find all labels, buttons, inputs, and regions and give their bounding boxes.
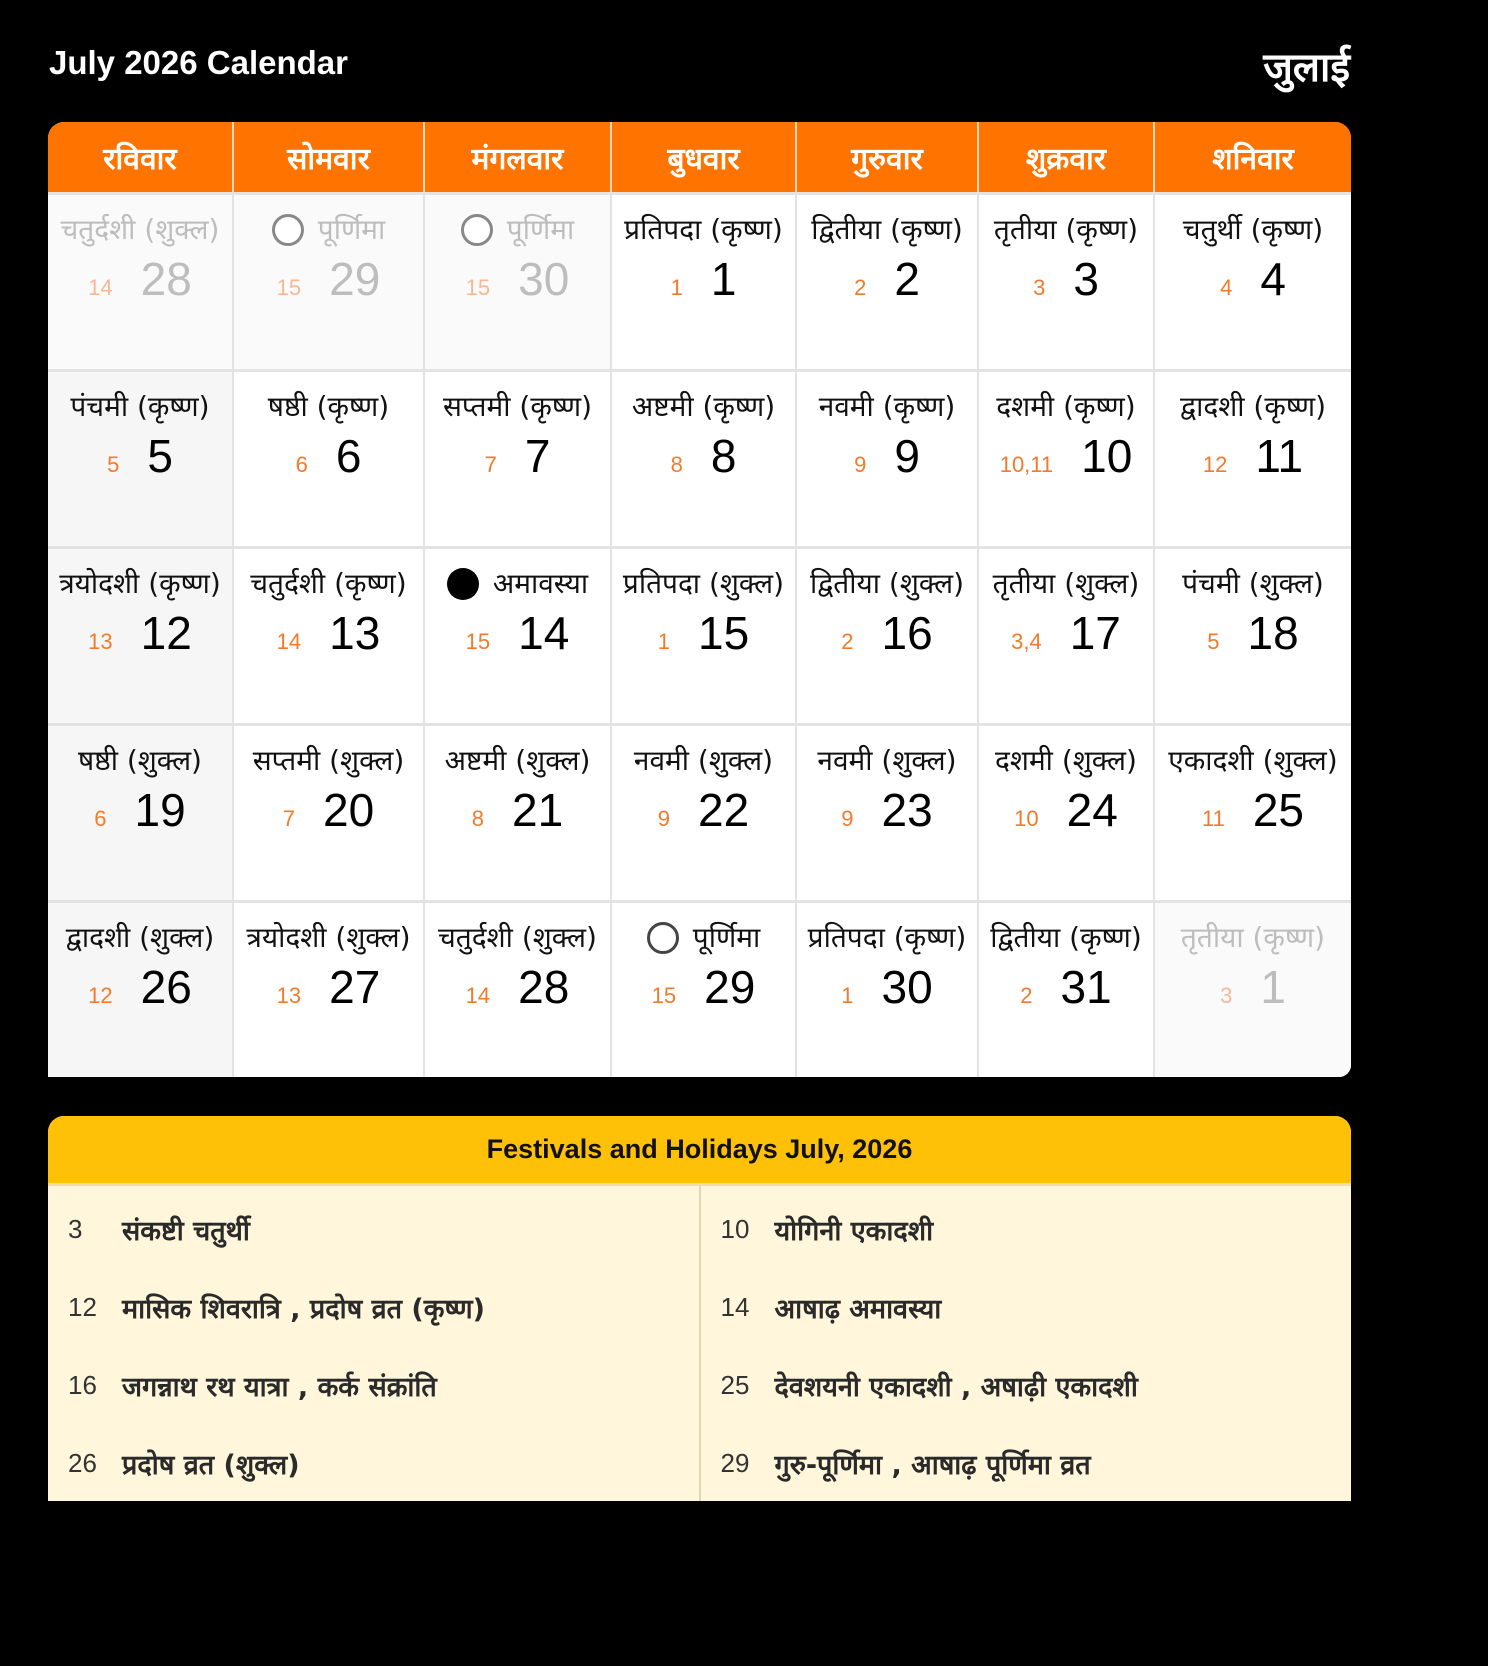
- weekday-monday: सोमवार: [234, 122, 425, 192]
- festival-date: 10: [720, 1213, 750, 1244]
- festival-item[interactable]: [701, 1346, 1352, 1424]
- calendar-day-cell[interactable]: [797, 195, 979, 369]
- tithi-name: तृतीया (शुक्ल): [992, 567, 1140, 600]
- festivals-list: [48, 1186, 1351, 1501]
- tithi-name: द्वादशी (शुक्ल): [65, 921, 215, 954]
- day-numbers: [1020, 961, 1111, 1013]
- tithi-number: 8: [670, 452, 683, 477]
- festival-date: 12: [68, 1291, 97, 1322]
- festivals-right-column: [701, 1186, 1352, 1501]
- calendar-day-cell[interactable]: [612, 549, 797, 723]
- calendar-day-cell[interactable]: [234, 726, 425, 900]
- day-numbers: [94, 784, 185, 836]
- tithi-number: 3,4: [1011, 629, 1042, 654]
- date-number: 13: [329, 607, 381, 659]
- tithi-number: 15: [651, 983, 677, 1008]
- weekday-thursday: गुरुवार: [797, 122, 979, 192]
- calendar-day-cell[interactable]: [48, 903, 234, 1077]
- day-numbers: [277, 961, 381, 1013]
- tithi-name: अष्टमी (शुक्ल): [444, 744, 591, 777]
- day-numbers: [1207, 607, 1298, 659]
- calendar-day-cell[interactable]: [612, 195, 797, 369]
- day-numbers: [277, 253, 381, 305]
- calendar-day-cell[interactable]: [1155, 903, 1351, 1077]
- calendar-day-cell[interactable]: [612, 372, 797, 546]
- festival-item[interactable]: [48, 1268, 699, 1346]
- festival-name: जगन्नाथ रथ यात्रा , कर्क संक्रांति: [122, 1371, 437, 1403]
- tithi-number: 3: [1220, 983, 1233, 1008]
- calendar-day-cell[interactable]: [425, 903, 612, 1077]
- tithi-number: 5: [1207, 629, 1220, 654]
- date-number: 30: [518, 253, 570, 305]
- day-numbers: [277, 607, 381, 659]
- tithi-label: [447, 563, 588, 605]
- date-number: 21: [512, 784, 564, 836]
- full-moon-icon: [461, 214, 493, 246]
- tithi-name: त्रयोदशी (कृष्ण): [59, 567, 221, 600]
- tithi-number: 11: [1201, 806, 1225, 831]
- calendar-week-row: [48, 192, 1351, 369]
- date-number: 14: [518, 607, 570, 659]
- tithi-name: तृतीया (कृष्ण): [993, 213, 1139, 246]
- tithi-name: पूर्णिमा: [506, 213, 575, 246]
- tithi-name: द्वादशी (कृष्ण): [1179, 390, 1327, 423]
- day-numbers: [671, 253, 737, 305]
- festival-name: योगिनी एकादशी: [774, 1215, 934, 1247]
- festival-name: आषाढ़ अमावस्या: [774, 1293, 942, 1325]
- date-number: 8: [710, 430, 737, 482]
- tithi-name: प्रतिपदा (कृष्ण): [624, 213, 783, 246]
- tithi-name: अमावस्या: [492, 567, 589, 600]
- calendar-day-cell[interactable]: [979, 726, 1155, 900]
- calendar-week-row: [48, 900, 1351, 1077]
- date-number: 1: [710, 253, 737, 305]
- date-number: 12: [140, 607, 192, 659]
- calendar-day-cell[interactable]: [425, 549, 612, 723]
- day-numbers: [485, 430, 551, 482]
- date-number: 29: [329, 253, 381, 305]
- tithi-name: नवमी (कृष्ण): [818, 390, 956, 423]
- festival-item[interactable]: [701, 1268, 1352, 1346]
- day-numbers: [1000, 430, 1133, 482]
- month-name-hindi: जुलाई: [1263, 45, 1350, 91]
- festival-name: संकष्टी चतुर्थी: [122, 1215, 250, 1247]
- calendar-day-cell[interactable]: [234, 372, 425, 546]
- tithi-name: एकादशी (शुक्ल): [1168, 744, 1338, 777]
- tithi-name: द्वितीया (शुक्ल): [809, 567, 965, 600]
- day-numbers: [283, 784, 374, 836]
- tithi-number: 13: [276, 983, 302, 1008]
- festival-name: गुरु-पूर्णिमा , आषाढ़ पूर्णिमा व्रत: [774, 1449, 1091, 1481]
- day-numbers: [671, 430, 737, 482]
- tithi-label: [647, 917, 760, 959]
- date-number: 25: [1252, 784, 1304, 836]
- day-numbers: [88, 607, 192, 659]
- festival-item[interactable]: [701, 1424, 1352, 1501]
- tithi-number: 8: [471, 806, 485, 831]
- date-number: 5: [147, 430, 173, 482]
- calendar-week-row: [48, 369, 1351, 546]
- tithi-name: पूर्णिमा: [317, 213, 386, 246]
- page-title: July 2026 Calendar: [49, 44, 348, 81]
- festival-date: 3: [68, 1213, 83, 1244]
- day-numbers: [1220, 253, 1286, 305]
- tithi-name: अष्टमी (कृष्ण): [631, 390, 776, 423]
- festival-item[interactable]: [701, 1190, 1352, 1268]
- date-number: 27: [329, 961, 381, 1013]
- tithi-number: 14: [276, 629, 302, 654]
- tithi-name: षष्ठी (कृष्ण): [267, 390, 390, 423]
- day-numbers: [854, 430, 920, 482]
- tithi-number: 1: [841, 983, 854, 1008]
- calendar-day-cell[interactable]: [234, 903, 425, 1077]
- date-number: 2: [894, 253, 920, 305]
- tithi-number: 15: [276, 275, 302, 300]
- full-moon-icon: [272, 214, 304, 246]
- tithi-number: 12: [1202, 452, 1228, 477]
- weekday-tuesday: मंगलवार: [425, 122, 612, 192]
- date-number: 9: [894, 430, 920, 482]
- festival-date: 25: [720, 1369, 750, 1400]
- date-number: 3: [1073, 253, 1099, 305]
- festival-date: 14: [720, 1291, 750, 1322]
- calendar-week-row: [48, 723, 1351, 900]
- date-number: 6: [335, 430, 362, 482]
- date-number: 28: [140, 253, 192, 305]
- tithi-number: 6: [295, 452, 308, 477]
- date-number: 11: [1255, 430, 1304, 482]
- festival-name: प्रदोष व्रत (शुक्ल): [122, 1449, 300, 1481]
- calendar-day-cell[interactable]: [797, 372, 979, 546]
- calendar-day-cell[interactable]: [1155, 195, 1351, 369]
- tithi-label: [272, 209, 385, 251]
- calendar-day-cell[interactable]: [48, 726, 234, 900]
- tithi-number: 9: [841, 806, 854, 831]
- calendar-day-cell[interactable]: [797, 903, 979, 1077]
- calendar-day-cell[interactable]: [425, 726, 612, 900]
- tithi-number: 5: [107, 452, 120, 477]
- festival-item[interactable]: [48, 1190, 699, 1268]
- date-number: 15: [698, 607, 750, 659]
- date-number: 23: [881, 784, 933, 836]
- day-numbers: [472, 784, 563, 836]
- tithi-name: तृतीया (कृष्ण): [1180, 921, 1326, 954]
- day-numbers: [296, 430, 362, 482]
- tithi-number: 14: [465, 983, 491, 1008]
- tithi-name: दशमी (कृष्ण): [996, 390, 1136, 423]
- tithi-number: 3: [1033, 275, 1046, 300]
- tithi-name: नवमी (शुक्ल): [633, 744, 774, 777]
- tithi-number: 15: [465, 629, 491, 654]
- day-numbers: [1220, 961, 1286, 1013]
- tithi-name: पूर्णिमा: [692, 921, 761, 954]
- date-number: 19: [134, 784, 186, 836]
- date-number: 18: [1247, 607, 1299, 659]
- tithi-name: द्वितीया (कृष्ण): [990, 921, 1142, 954]
- calendar-day-cell[interactable]: [425, 195, 612, 369]
- calendar-day-cell[interactable]: [797, 549, 979, 723]
- tithi-number: 12: [88, 983, 113, 1008]
- tithi-number: 1: [670, 275, 683, 300]
- tithi-name: प्रतिपदा (शुक्ल): [622, 567, 785, 600]
- festival-name: मासिक शिवरात्रि , प्रदोष व्रत (कृष्ण): [122, 1293, 486, 1325]
- tithi-number: 2: [841, 629, 854, 654]
- weekday-wednesday: बुधवार: [612, 122, 797, 192]
- date-number: 24: [1066, 784, 1118, 836]
- day-numbers: [466, 607, 570, 659]
- date-number: 28: [518, 961, 570, 1013]
- calendar-body: [48, 192, 1351, 1077]
- day-numbers: [658, 784, 749, 836]
- calendar-day-cell[interactable]: [979, 372, 1155, 546]
- date-number: 31: [1060, 961, 1112, 1013]
- weekday-header-row: [48, 122, 1351, 192]
- tithi-name: सप्तमी (शुक्ल): [252, 744, 405, 777]
- calendar-day-cell[interactable]: [612, 903, 797, 1077]
- day-numbers: [841, 607, 932, 659]
- festival-item[interactable]: [48, 1424, 699, 1501]
- date-number: 10: [1081, 430, 1133, 482]
- day-numbers: [107, 430, 173, 482]
- date-number: 17: [1069, 607, 1121, 659]
- day-numbers: [1011, 607, 1121, 659]
- festival-item[interactable]: [48, 1346, 699, 1424]
- tithi-number: 2: [1020, 983, 1033, 1008]
- tithi-name: दशमी (शुक्ल): [995, 744, 1137, 777]
- date-number: 30: [881, 961, 933, 1013]
- date-number: 26: [140, 961, 192, 1013]
- day-numbers: [466, 253, 570, 305]
- date-number: 4: [1260, 253, 1286, 305]
- calendar-day-cell[interactable]: [48, 372, 234, 546]
- tithi-number: 1: [657, 629, 671, 654]
- tithi-name: चतुर्दशी (शुक्ल): [438, 921, 597, 954]
- tithi-name: द्वितीया (कृष्ण): [811, 213, 963, 246]
- festivals-panel: [48, 1116, 1351, 1501]
- festivals-left-column: [48, 1186, 701, 1501]
- day-numbers: [88, 961, 192, 1013]
- festival-date: 26: [68, 1447, 97, 1478]
- calendar-day-cell[interactable]: [1155, 549, 1351, 723]
- calendar-day-cell[interactable]: [234, 195, 425, 369]
- festival-name: देवशयनी एकादशी , अषाढ़ी एकादशी: [774, 1371, 1138, 1403]
- tithi-number: 9: [657, 806, 671, 831]
- day-numbers: [466, 961, 570, 1013]
- calendar-day-cell[interactable]: [1155, 726, 1351, 900]
- date-number: 7: [524, 430, 551, 482]
- tithi-number: 10,11: [999, 452, 1054, 477]
- date-number: 29: [704, 961, 756, 1013]
- day-numbers: [658, 607, 749, 659]
- calendar-day-cell[interactable]: [425, 372, 612, 546]
- weekday-saturday: शनिवार: [1212, 141, 1294, 177]
- tithi-number: 7: [282, 806, 296, 831]
- tithi-name: त्रयोदशी (शुक्ल): [246, 921, 411, 954]
- calendar-day-cell[interactable]: [48, 195, 234, 369]
- tithi-name: सप्तमी (कृष्ण): [442, 390, 593, 423]
- festival-date: 29: [720, 1447, 750, 1478]
- calendar-day-cell[interactable]: [612, 726, 797, 900]
- date-number: 22: [698, 784, 750, 836]
- tithi-name: नवमी (शुक्ल): [817, 744, 957, 777]
- tithi-name: पंचमी (कृष्ण): [70, 390, 210, 423]
- date-number: 1: [1260, 961, 1286, 1013]
- tithi-name: चतुर्दशी (कृष्ण): [250, 567, 407, 600]
- new-moon-icon: [447, 568, 479, 600]
- festival-date: 16: [68, 1369, 97, 1400]
- calendar-week-row: [48, 546, 1351, 723]
- day-numbers: [854, 253, 920, 305]
- calendar-day-cell[interactable]: [234, 549, 425, 723]
- tithi-number: 10: [1014, 806, 1039, 831]
- day-numbers: [841, 784, 932, 836]
- day-numbers: [841, 961, 932, 1013]
- calendar-day-cell[interactable]: [797, 726, 979, 900]
- tithi-number: 2: [854, 275, 867, 300]
- calendar-day-cell[interactable]: [979, 549, 1155, 723]
- date-number: 20: [323, 784, 375, 836]
- day-numbers: [1202, 784, 1304, 836]
- day-numbers: [1033, 253, 1099, 305]
- calendar-day-cell[interactable]: [1155, 372, 1351, 546]
- full-moon-icon: [647, 922, 679, 954]
- tithi-number: 9: [854, 452, 867, 477]
- calendar-day-cell[interactable]: [48, 549, 234, 723]
- calendar-grid: [48, 122, 1351, 1077]
- festivals-title: Festivals and Holidays July, 2026: [48, 1116, 1351, 1186]
- day-numbers: [652, 961, 756, 1013]
- tithi-name: चतुर्थी (कृष्ण): [1182, 213, 1324, 246]
- day-numbers: [1203, 430, 1303, 482]
- tithi-number: 13: [88, 629, 113, 654]
- tithi-number: 7: [484, 452, 497, 477]
- calendar-day-cell[interactable]: [979, 903, 1155, 1077]
- tithi-name: प्रतिपदा (कृष्ण): [807, 921, 967, 954]
- day-numbers: [88, 253, 192, 305]
- tithi-number: 14: [88, 275, 113, 300]
- tithi-number: 15: [465, 275, 491, 300]
- calendar-day-cell[interactable]: [979, 195, 1155, 369]
- tithi-name: चतुर्दशी (शुक्ल): [60, 213, 220, 246]
- weekday-friday: शुक्रवार: [979, 122, 1155, 192]
- tithi-name: षष्ठी (शुक्ल): [78, 744, 202, 777]
- tithi-number: 4: [1220, 275, 1233, 300]
- weekday-sunday: रविवार: [48, 122, 234, 192]
- day-numbers: [1014, 784, 1118, 836]
- date-number: 16: [881, 607, 933, 659]
- tithi-number: 6: [94, 806, 107, 831]
- tithi-name: पंचमी (शुक्ल): [1182, 567, 1324, 600]
- tithi-label: [461, 209, 574, 251]
